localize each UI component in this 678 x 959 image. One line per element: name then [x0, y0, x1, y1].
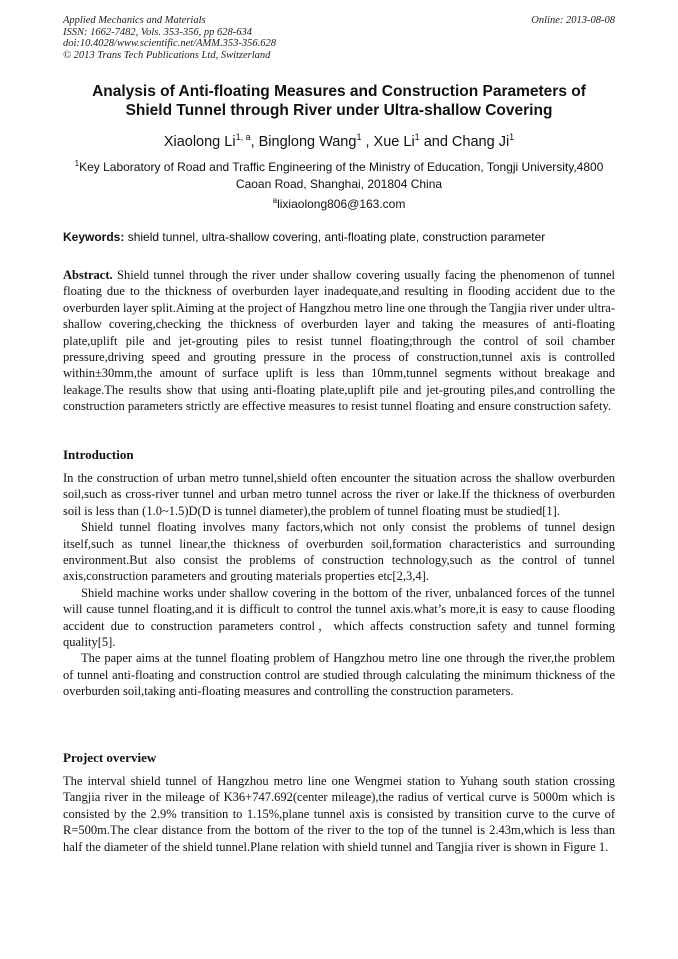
- paragraph: In the construction of urban metro tunnel,shield often encounter the situation across the shallow overburden soil,such as cross-river tunnel and urban metro tunnel across the river or lake.If the thickness of overburden soil is less than (1.0~1.5)D(D is tunnel diameter),the problem of tunnel floating must be studied[1].: [63, 471, 615, 518]
- title-line-1: Analysis of Anti-floating Measures and Construction Parameters of: [92, 83, 586, 100]
- author-name: Xiaolong Li: [163, 133, 236, 150]
- paper-title: [63, 82, 615, 120]
- affiliation: [63, 155, 615, 193]
- introduction-body: [63, 470, 615, 700]
- journal-doi: doi:10.4028/www.scientific.net/AMM.353-356.628: [63, 38, 276, 49]
- abstract-text: Shield tunnel through the river under shallow covering usually facing the phenomenon of tunnel floating due to the thickness of overburden layer inadequate,and resulting in flooding accident due to the overburden layer split.Aiming at the project of Hangzhou metro line one through the Tangjia river under ultra-shallow covering,checking the thickness of overburden layer and taking the measures of anti-floating plate,uplift pile and jet-grouting piles to resist tunnel floating;through the control of soil chamber pressure,driving speed and grouting pressure in the process of construction,tunnel axis is controlled within±30mm,the amount of surface uplift is less than 10mm,tunnel segments without breakage and leakage.The results show that using anti-floating plate,uplift pile and jet-grouting piles,and controlling the construction parameters strictly are effective measures to resist tunnel floating and ensure construction safety.: [63, 268, 615, 414]
- journal-name: Applied Mechanics and Materials: [63, 15, 206, 26]
- project-overview-body: [63, 773, 615, 855]
- abstract-label: Abstract.: [63, 268, 113, 282]
- abstract: [63, 267, 615, 415]
- paragraph: Shield tunnel floating involves many factors,which not only consist the problems of tunnel design itself,such as tunnel linear,the thickness of overburden soil,formation characteristics and surrounding environment.But also consist the problems of construction technology,such as the control of tunnel axis,construction parameters and grouting materials properties etc[2,3,4].: [63, 520, 615, 584]
- journal-issn: ISSN: 1662-7482, Vols. 353-356, pp 628-634: [63, 26, 252, 38]
- journal-copyright: © 2013 Trans Tech Publications Ltd, Switzerland: [63, 49, 271, 61]
- keywords: [63, 229, 623, 245]
- email-mark: a: [272, 196, 278, 205]
- author-name: , Xue Li: [361, 133, 415, 150]
- paragraph: The interval shield tunnel of Hangzhou metro line one Wengmei station to Yuhang south station crossing Tangjia river in the mileage of K36+747.692(center mileage),the radius of vertical curve is 5000m which is consisted by the 2.9% transition to 1.15%,plane tunnel axis is consisted by transition curve to the curve of R=500m.The clear distance from the bottom of the river to the top of the tunnel is 2.43m,which is less than half the diameter of the shield tunnel.Plane relation with shield tunnel and Tangjia river is shown in Figure 1.: [63, 774, 615, 854]
- affiliation-line-1: Key Laboratory of Road and Traffic Engineering of the Ministry of Education, Tongji University,4800: [79, 160, 604, 174]
- affiliation-line-2: Caoan Road, Shanghai, 201804 China: [235, 177, 443, 191]
- paragraph: The paper aims at the tunnel floating problem of Hangzhou metro line one through the river,the problem of tunnel anti-floating and construction control are studied through calculating the minimum thickness of the overburden soil,taking anti-floating measures and controlling the construction parameters.: [63, 651, 615, 699]
- section-heading-introduction: Introduction: [63, 447, 134, 462]
- author-affil-mark: 1: [509, 132, 515, 142]
- author-email: [63, 193, 615, 212]
- title-line-2: Shield Tunnel through River under Ultra-shallow Covering: [125, 102, 553, 119]
- journal-header: [63, 15, 615, 61]
- author-list: [63, 128, 615, 151]
- keywords-text: shield tunnel, ultra-shallow covering, anti-floating plate, construction parameter: [124, 230, 546, 244]
- keywords-label: Keywords:: [63, 230, 125, 244]
- author-name: and Chang Ji: [419, 133, 510, 150]
- paragraph: Shield machine works under shallow covering in the bottom of the river, unbalanced forces of the tunnel will cause tunnel floating,and it is difficult to control the tunnel axis.what’s more,it is easy to cause flooding accident due to construction parameters control，which affects construction safety and tunnel forming quality[5].: [63, 585, 615, 650]
- affiliation-mark: 1: [74, 159, 80, 168]
- author-name: , Binglong Wang: [250, 133, 357, 150]
- email-address: lixiaolong806@163.com: [277, 197, 406, 211]
- section-heading-project-overview: Project overview: [63, 750, 157, 765]
- online-date: Online: 2013-08-08: [531, 15, 615, 26]
- author-affil-mark: 1, a: [235, 132, 251, 142]
- author-affil-mark: 1: [414, 132, 420, 142]
- author-affil-mark: 1: [356, 132, 362, 142]
